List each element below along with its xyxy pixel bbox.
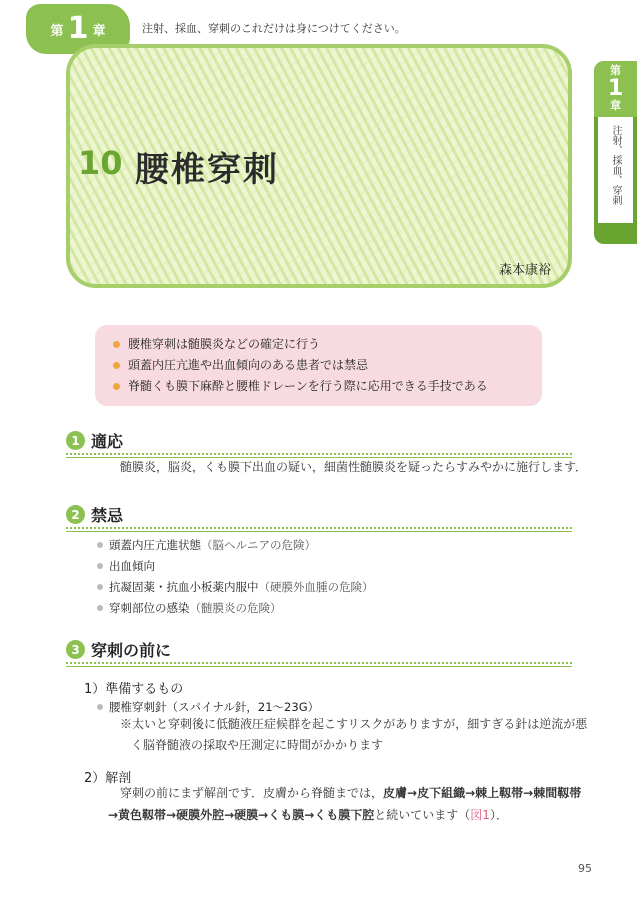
side-tab-number: 1: [607, 75, 624, 101]
summary-item: [113, 376, 542, 397]
author-name: 森本康裕: [498, 263, 551, 278]
anatomy-line-1: [120, 782, 581, 804]
section-heading-contraindications: [66, 503, 123, 526]
preparation-note-line-1: ※太いと穿刺後に低髄液圧症候群を起こすリスクがありますが，細すぎる針は逆流が悪: [120, 717, 588, 731]
list-item: [97, 600, 282, 616]
summary-item-text: 脊髄くも膜下麻酔と腰椎ドレーンを行う際に応用できる手技である: [128, 379, 488, 393]
chapter-number: 1: [67, 11, 89, 46]
list-item-main: 頭蓋内圧亢進状態: [109, 538, 201, 552]
indications-text: 髄膜炎，脳炎，くも膜下出血の疑い，細菌性髄膜炎を疑ったらすみやかに施行します．: [120, 460, 588, 474]
figure-reference-link[interactable]: 図1: [470, 808, 490, 822]
summary-item: [113, 355, 542, 376]
side-chapter-tab: [594, 61, 637, 244]
side-tab-head: [594, 61, 637, 117]
list-item-note: （髄膜炎の危険）: [189, 601, 282, 615]
side-tab-suffix: 章: [610, 98, 621, 112]
section-heading-before-puncture: [66, 638, 171, 661]
anatomy-text: ）．: [489, 808, 508, 822]
anatomy-emphasis: →黄色靱帯→硬膜外腔→硬膜→くも膜→くも膜下腔: [108, 808, 375, 822]
side-tab-prefix: 第: [610, 64, 621, 77]
anatomy-emphasis: 皮膚→皮下組織→棘上靱帯→棘間靱帯: [383, 786, 582, 800]
side-tab-label: 注射、採血、穿刺: [598, 117, 633, 223]
section-heading-indications: [66, 429, 123, 452]
list-item: [97, 537, 316, 553]
section-divider: [66, 662, 572, 664]
list-item: [97, 579, 374, 595]
bullet-icon: [97, 584, 103, 590]
section-title: 穿刺の前に: [91, 641, 172, 660]
anatomy-text: と続いています（: [374, 808, 471, 822]
bullet-icon: [97, 563, 103, 569]
bullet-icon: [97, 542, 103, 548]
anatomy-line-2: [108, 804, 508, 826]
chapter-suffix: 章: [92, 23, 106, 39]
list-item-main: 出血傾向: [109, 559, 155, 573]
subsection-title-preparation: 1）準備するもの: [84, 682, 184, 697]
bullet-icon: [97, 704, 103, 710]
page-number: 95: [578, 862, 592, 875]
page-title: 腰椎穿刺: [135, 150, 279, 190]
section-number: 3: [66, 640, 85, 659]
section-title: 適応: [91, 432, 124, 451]
chapter-subtitle: 注射、採血、穿刺のこれだけは身につけてください。: [142, 22, 406, 35]
preparation-note-line-2: く脳脊髄液の採取や圧測定に時間がかかります: [131, 738, 384, 752]
section-number: 2: [66, 505, 85, 524]
section-title: 禁忌: [91, 506, 124, 525]
list-item-main: 穿刺部位の感染: [109, 601, 190, 615]
bullet-icon: [97, 605, 103, 611]
anatomy-text: 穿刺の前にまず解剖です．皮膚から脊髄までは，: [120, 786, 384, 800]
list-item-main: 腰椎穿刺針（スパイナル針，21～23G）: [109, 700, 320, 714]
list-item-note: （脳ヘルニアの危険）: [201, 538, 316, 552]
summary-box: [95, 325, 542, 406]
summary-item: [113, 334, 542, 355]
bullet-icon: [113, 341, 120, 348]
title-number: 10: [78, 144, 123, 182]
subsection-title-anatomy: 2）解剖: [84, 771, 132, 786]
bullet-icon: [113, 383, 120, 390]
section-divider: [66, 527, 572, 529]
section-number: 1: [66, 431, 85, 450]
list-item-note: （硬膜外血腫の危険）: [258, 580, 374, 594]
list-item-main: 抗凝固薬・抗血小板薬内服中: [109, 580, 259, 594]
summary-item-text: 腰椎穿刺は髄膜炎などの確定に行う: [128, 337, 321, 351]
list-item: [97, 558, 155, 574]
bullet-icon: [113, 362, 120, 369]
section-divider: [66, 453, 572, 455]
chapter-prefix: 第: [50, 23, 64, 39]
summary-item-text: 頭蓋内圧亢進や出血傾向のある患者では禁忌: [128, 358, 369, 372]
